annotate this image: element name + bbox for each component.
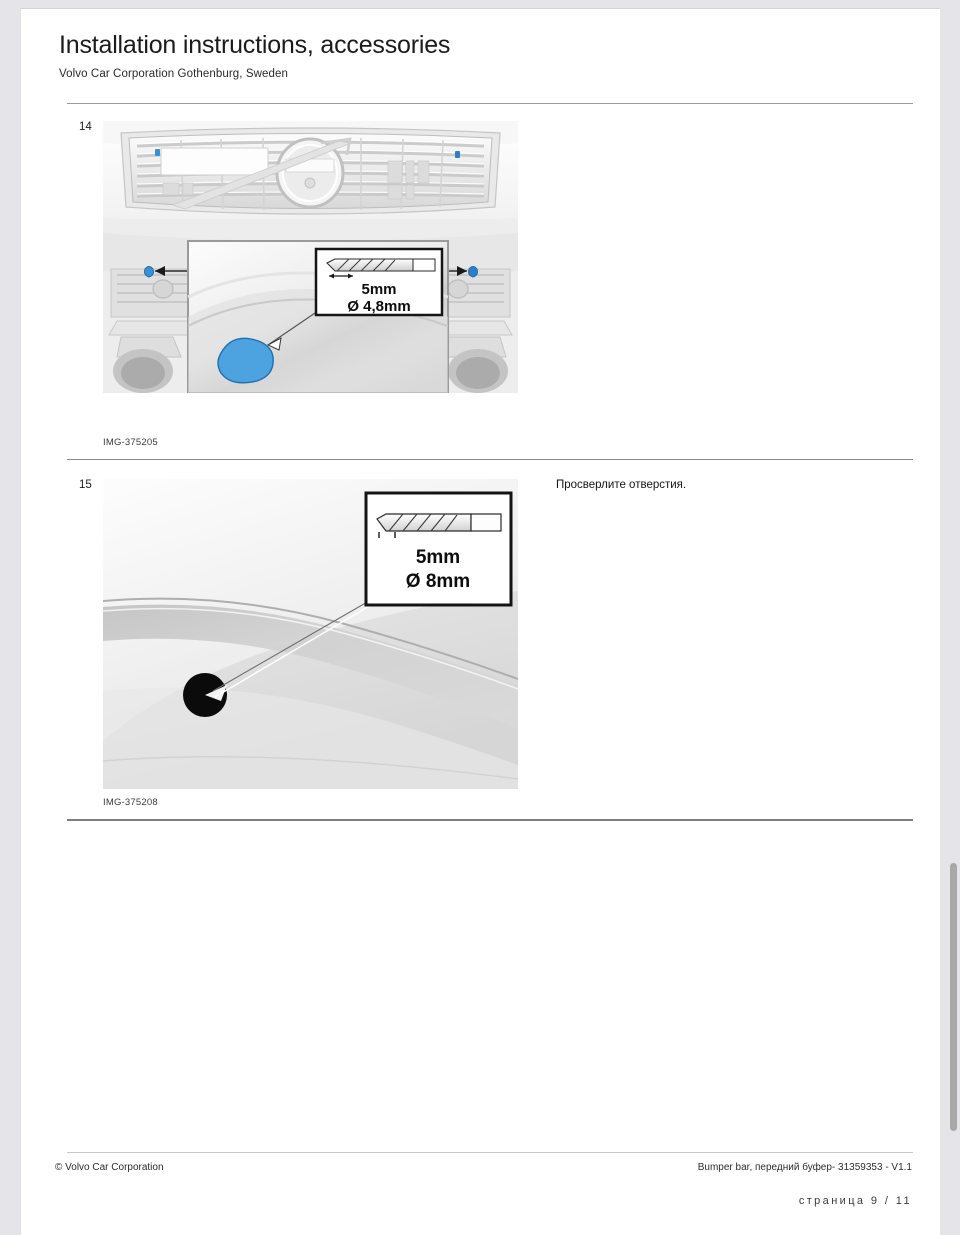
footer-page-number: страница 9 / 11: [798, 1195, 912, 1207]
magnified-drill-point: [218, 338, 273, 383]
callout-diameter-label-15: Ø 8mm: [405, 571, 471, 592]
figure-caption-14: IMG-375205: [103, 437, 158, 448]
drilled-hole: [183, 673, 227, 717]
drill-bit-icon: [327, 259, 435, 271]
grille-marker-right: [455, 151, 460, 158]
step-divider-2: [67, 819, 913, 821]
drill-bit-callout-box: [316, 249, 442, 315]
footer-copyright: © Volvo Car Corporation: [55, 1162, 164, 1173]
vertical-scrollbar-track[interactable]: [946, 8, 960, 1235]
drill-bit-callout-box-15: [366, 493, 511, 605]
figure-step-15: [103, 479, 518, 789]
page-title: Installation instructions, accessories: [59, 31, 451, 59]
footer-document-reference: Bumper bar, передний буфер- 31359353 - V1.1: [697, 1162, 912, 1173]
grille-marker-left: [155, 149, 160, 156]
document-subtitle: Volvo Car Corporation Gothenburg, Sweden: [59, 67, 289, 80]
footer-divider: [67, 1152, 913, 1153]
drilled-hole-closeup-illustration: [103, 479, 518, 789]
drill-bit-icon-15: [377, 514, 501, 531]
figure-caption-15: IMG-375208: [103, 797, 158, 808]
vertical-scrollbar-thumb[interactable]: [950, 863, 957, 1131]
grille-group: [121, 128, 500, 214]
step-instruction-text-15: Просверлите отверстия.: [556, 479, 687, 491]
header-divider: [67, 103, 913, 104]
step-number-14: 14: [79, 121, 92, 133]
callout-length-label-14: 5mm: [361, 281, 397, 298]
callout-diameter-label-14: Ø 4,8mm: [347, 298, 411, 315]
document-header: [59, 31, 899, 80]
bumper-front-view-illustration: [103, 121, 518, 393]
step-number-15: 15: [79, 479, 92, 491]
document-page: [20, 8, 940, 1235]
figure-step-14: [103, 121, 518, 393]
callout-length-label-15: 5mm: [415, 547, 461, 568]
detail-inset-panel: [188, 241, 448, 393]
step-divider-1: [67, 459, 913, 460]
